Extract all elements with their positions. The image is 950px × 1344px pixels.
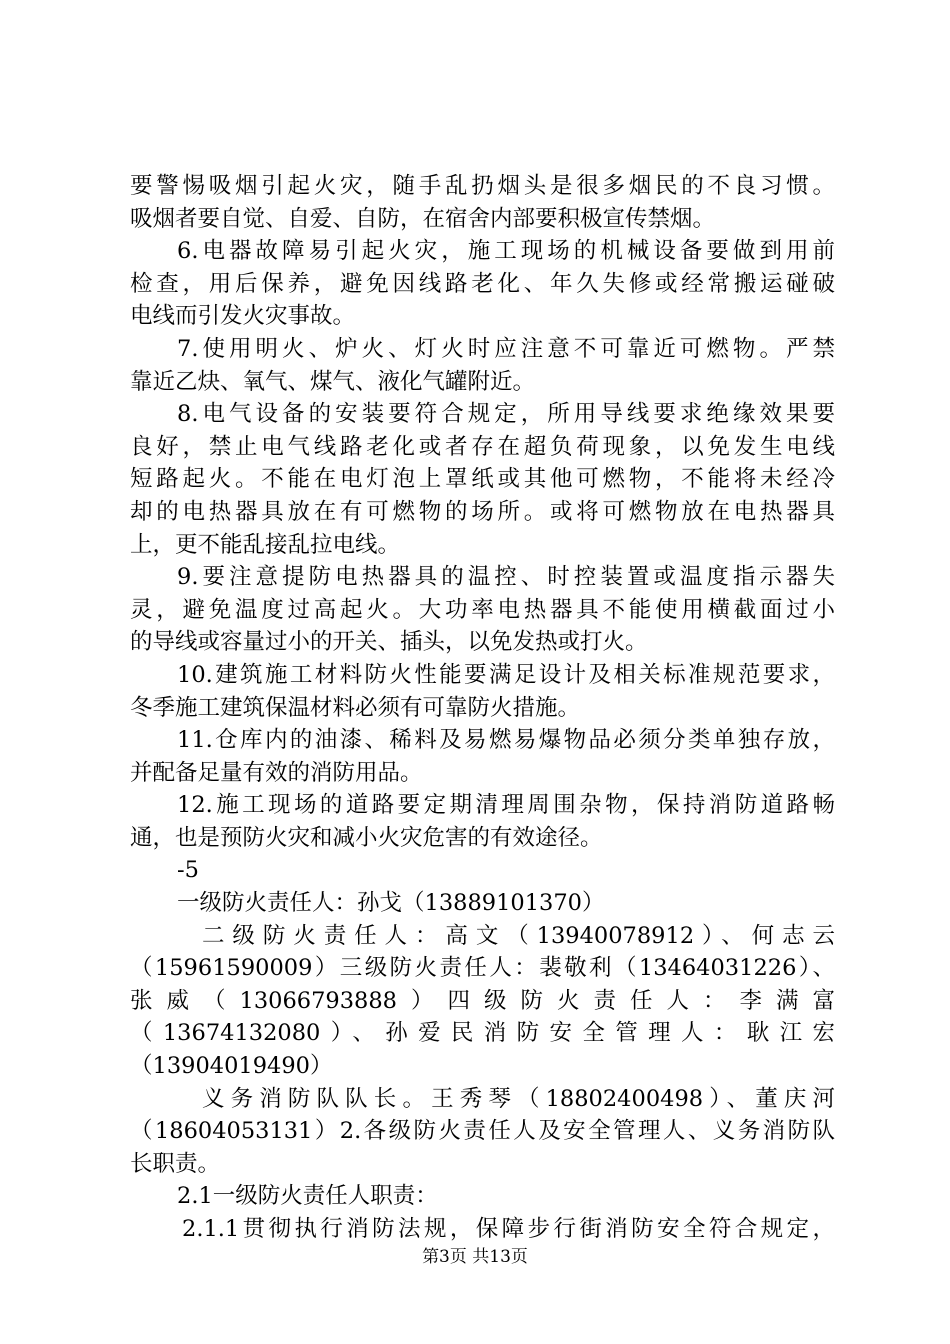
text-line: 短路起火。不能在电灯泡上罩纸或其他可燃物，不能将未经冷 [130,466,835,493]
text-line: （13904019490） [130,1053,333,1080]
text-line: 二级防火责任人：高文（13940078912）、何志云 [202,922,835,949]
text-line: 2.1.1贯彻执行消防法规，保障步行街消防安全符合规定， [182,1216,835,1242]
text-line: 冬季施工建筑保温材料必须有可靠防火措施。 [130,694,581,721]
document-body [130,170,835,1246]
text-line: 10.建筑施工材料防火性能要满足设计及相关标准规范要求， [177,661,835,688]
text-line: 张威（13066793888）四级防火责任人：李满富 [130,987,835,1014]
text-line: （13674132080）、孙爱民消防安全管理人：耿江宏 [130,1020,835,1047]
text-line: 11.仓库内的油漆、稀料及易燃易爆物品必须分类单独存放， [177,727,835,754]
text-line: 检查，用后保养，避免因线路老化、年久失修或经常搬运碰破 [130,270,835,297]
text-line: 电线而引发火灾事故。 [130,303,356,330]
text-line: 12.施工现场的道路要定期清理周围杂物，保持消防道路畅 [177,792,835,819]
text-line: 良好，禁止电气线路老化或者存在超负荷现象，以免发生电线 [130,433,835,460]
text-line: 义务消防队队长。王秀琴（18802400498）、董庆河 [202,1085,835,1112]
text-line: 吸烟者要自觉、自爱、自防，在宿舍内部要积极宣传禁烟。 [130,205,716,232]
text-line: 靠近乙炔、氧气、煤气、液化气罐附近。 [130,368,536,395]
text-line: （15961590009）三级防火责任人：裴敬利（13464031226）、 [130,955,835,982]
text-line: （18604053131）2.各级防火责任人及安全管理人、义务消防队 [130,1118,835,1145]
text-line: 8.电气设备的安装要符合规定，所用导线要求绝缘效果要 [177,401,835,428]
text-line: 一级防火责任人：孙戈（13889101370） [177,890,605,917]
text-line: 长职责。 [130,1150,221,1177]
text-line: 并配备足量有效的消防用品。 [130,759,423,786]
text-line: 的导线或容量过小的开关、插头，以免发热或打火。 [130,629,648,656]
text-line: 7.使用明火、炉火、灯火时应注意不可靠近可燃物。严禁 [177,335,835,362]
text-line: 上，更不能乱接乱拉电线。 [130,531,401,558]
text-line: -5 [177,857,199,884]
text-line: 6.电器故障易引起火灾，施工现场的机械设备要做到用前 [177,238,835,265]
text-line: 却的电热器具放在有可燃物的场所。或将可燃物放在电热器具 [130,498,835,525]
text-line: 要警惕吸烟引起火灾，随手乱扔烟头是很多烟民的不良习惯。 [130,173,835,199]
text-line: 2.1一级防火责任人职责： [177,1183,438,1210]
page-footer: 第3页 共13页 [422,1247,528,1267]
text-line: 灵，避免温度过高起火。大功率电热器具不能使用横截面过小 [130,596,835,623]
text-line: 通，也是预防火灾和减小火灾危害的有效途径。 [130,824,603,851]
text-line: 9.要注意提防电热器具的温控、时控装置或温度指示器失 [177,564,835,591]
